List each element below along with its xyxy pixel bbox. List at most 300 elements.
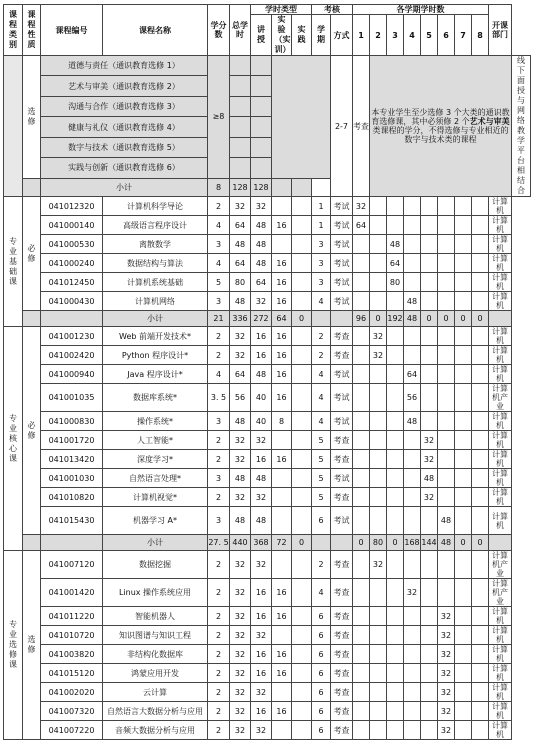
course-exam-method: 考查 [331,702,353,721]
semester-hours-2 [370,235,387,254]
semester-hours-8 [472,254,489,273]
course-name: Java 程序设计* [103,365,208,384]
semester-hours-6 [438,235,455,254]
semester-hours-2 [370,683,387,702]
semester-hours-4 [404,431,421,450]
semester-hours-6 [438,488,455,507]
course-credits: 4 [208,254,230,273]
semester-hours-8 [472,469,489,488]
header-hour-type: 学时类型 [251,5,312,15]
semester-hours-7 [455,365,472,384]
semester-hours-1 [353,273,370,292]
course-internship-hours [292,607,312,626]
semester-hours-8 [472,507,489,535]
course-total-hours: 32 [230,702,251,721]
course-practice-hours: 16 [272,292,292,311]
course-lecture-hours: 16 [251,645,272,664]
course-dept: 计算机 [489,273,512,292]
semester-hours-1 [353,384,370,412]
semester-hours-3: 64 [387,254,404,273]
semester-hours-2 [370,273,387,292]
general-course-2: 艺术与审美（通识教育选修 2） [41,76,208,96]
course-lecture-hours: 48 [251,507,272,535]
course-practice-hours: 16 [272,254,292,273]
table-row [4,197,531,216]
course-credits: 2 [208,197,230,216]
course-name: 鸿蒙应用开发 [103,664,208,683]
course-semester: 3 [312,254,331,273]
course-dept: 计算机产业 [489,551,512,579]
semester-hours-7 [455,327,472,346]
course-total-hours: 32 [230,346,251,365]
semester-hours-1 [353,664,370,683]
semester-hours-6: 32 [438,702,455,721]
table-row [4,683,531,702]
semester-hours-3 [387,365,404,384]
semester-hours-3 [387,607,404,626]
header-sem-7: 7 [455,15,472,56]
semester-hours-1 [353,645,370,664]
subtotal-sem-2: 0 [370,311,387,327]
course-semester: 2 [312,327,331,346]
course-total-hours: 64 [230,216,251,235]
course-code: 041013420 [41,450,103,469]
course-credits: 2 [208,664,230,683]
semester-hours-6 [438,365,455,384]
course-practice-hours [272,507,292,535]
course-practice-hours [272,235,292,254]
course-practice-hours: 16 [272,384,292,412]
course-semester: 6 [312,683,331,702]
course-code: 041002420 [41,346,103,365]
semester-hours-8 [472,607,489,626]
subtotal-practice: 64 [272,311,292,327]
course-practice-hours: 8 [272,412,292,431]
semester-hours-4 [404,551,421,579]
course-dept: 计算机产业 [489,579,512,607]
course-total-hours: 48 [230,469,251,488]
header-sem-5: 5 [421,15,438,56]
semester-hours-2 [370,645,387,664]
semester-hours-4 [404,254,421,273]
course-dept: 计算机 [489,431,512,450]
course-exam-method: 考试 [331,384,353,412]
subtotal-sem-5: 0 [421,311,438,327]
course-internship-hours [292,450,312,469]
subtotal-sem-7: 0 [455,535,472,551]
course-code: 041007120 [41,551,103,579]
course-total-hours: 32 [230,551,251,579]
semester-hours-6 [438,346,455,365]
course-code: 041001420 [41,579,103,607]
semester-hours-2 [370,384,387,412]
semester-hours-7 [455,412,472,431]
semester-hours-5 [421,551,438,579]
course-name: Python 程序设计* [103,346,208,365]
semester-hours-5 [421,683,438,702]
course-name: 计算机视觉* [103,488,208,507]
subtotal-sem-5: 144 [421,535,438,551]
semester-hours-7 [455,702,472,721]
course-lecture-hours: 48 [251,216,272,235]
course-name: 智能机器人 [103,607,208,626]
course-total-hours: 48 [230,507,251,535]
course-name: 知识图谱与知识工程 [103,626,208,645]
semester-hours-7 [455,683,472,702]
general-education-section [4,56,531,197]
course-credits: 3 [208,412,230,431]
semester-hours-1 [353,607,370,626]
header-code: 课程编号 [41,5,103,56]
course-credits: 2 [208,488,230,507]
curriculum-table-container [3,4,531,740]
course-lecture-hours: 48 [251,254,272,273]
table-row [4,664,531,683]
course-semester: 6 [312,626,331,645]
core-nature: 必修 [23,327,41,535]
course-lecture-hours: 40 [251,384,272,412]
course-internship-hours [292,626,312,645]
semester-hours-3 [387,216,404,235]
semester-hours-8 [472,450,489,469]
general-course-6: 实践与创新（通识教育选修 6） [41,158,208,178]
course-name: 操作系统* [103,412,208,431]
semester-hours-5 [421,664,438,683]
semester-hours-8 [472,683,489,702]
semester-hours-8 [472,216,489,235]
curriculum-table [3,4,531,740]
course-practice-hours: 16 [272,365,292,384]
semester-hours-5 [421,292,438,311]
course-exam-method: 考查 [331,551,353,579]
course-internship-hours [292,384,312,412]
course-dept: 计算机 [489,235,512,254]
semester-hours-2 [370,412,387,431]
course-exam-method: 考试 [331,292,353,311]
course-exam-method: 考查 [331,683,353,702]
semester-hours-5 [421,327,438,346]
header-internship: 实践 [292,15,312,56]
semester-hours-8 [472,292,489,311]
course-practice-hours [272,626,292,645]
course-exam-method: 考查 [331,488,353,507]
semester-hours-5 [421,273,438,292]
course-internship-hours [292,579,312,607]
header-sem-3: 3 [387,15,404,56]
semester-hours-7 [455,254,472,273]
semester-hours-6 [438,384,455,412]
semester-hours-3: 80 [387,273,404,292]
course-semester: 6 [312,721,331,740]
semester-hours-6 [438,327,455,346]
semester-hours-2 [370,450,387,469]
header-method: 方式 [331,15,353,56]
semester-hours-2 [370,254,387,273]
subtotal-sem-3: 0 [387,535,404,551]
course-dept: 计算机 [489,507,512,535]
course-dept: 计算机 [489,683,512,702]
basic-section [4,197,531,327]
course-dept: 计算机 [489,412,512,431]
table-row [4,384,531,412]
course-total-hours: 32 [230,607,251,626]
course-credits: 5 [208,273,230,292]
semester-hours-5: 48 [421,469,438,488]
course-lecture-hours: 16 [251,450,272,469]
course-lecture-hours: 32 [251,197,272,216]
semester-hours-6 [438,579,455,607]
core-subtotal-row [4,535,531,551]
semester-hours-4 [404,507,421,535]
semester-hours-8 [472,702,489,721]
semester-hours-3 [387,721,404,740]
table-row [4,431,531,450]
course-lecture-hours: 64 [251,273,272,292]
table-row [4,254,531,273]
core-category: 专业核心课 [4,327,23,551]
general-subtotal-label: 小计 [41,178,208,196]
course-name: 云计算 [103,683,208,702]
semester-hours-8 [472,273,489,292]
semester-hours-4 [404,197,421,216]
course-code: 041011220 [41,607,103,626]
course-dept: 计算机 [489,721,512,740]
course-code: 041007220 [41,721,103,740]
course-internship-hours [292,292,312,311]
semester-hours-3 [387,384,404,412]
table-row [4,579,531,607]
semester-hours-8 [472,431,489,450]
semester-hours-4 [404,273,421,292]
course-semester: 3 [312,273,331,292]
course-name: 非结构化数据库 [103,645,208,664]
course-lecture-hours: 48 [251,365,272,384]
course-code: 041001035 [41,384,103,412]
course-credits: 4 [208,365,230,384]
course-credits: 2 [208,450,230,469]
course-internship-hours [292,664,312,683]
header-sem-2: 2 [370,15,387,56]
subtotal-sem-6: 48 [438,535,455,551]
course-semester: 6 [312,702,331,721]
course-exam-method: 考试 [331,507,353,535]
elective-section [4,551,531,740]
course-name: Linux 操作系统应用 [103,579,208,607]
course-internship-hours [292,721,312,740]
table-row [4,645,531,664]
subtotal-sem-7: 0 [455,311,472,327]
semester-hours-2 [370,216,387,235]
course-dept: 计算机 [489,626,512,645]
general-note: 本专业学生至少选修 3 个大类的通识教育选修课，其中必须修 2 个艺术与审美类课程的学分，不得选修与专业相近的数字与技术类的课程 [370,56,512,197]
course-name: 计算机网络 [103,292,208,311]
course-semester: 1 [312,216,331,235]
header-nature: 课程性质 [23,5,41,56]
basic-subtotal-row [4,311,531,327]
course-internship-hours [292,645,312,664]
course-lecture-hours: 32 [251,721,272,740]
course-semester: 6 [312,507,331,535]
course-exam-method: 考查 [331,431,353,450]
course-total-hours: 32 [230,664,251,683]
course-total-hours: 56 [230,384,251,412]
course-semester: 4 [312,292,331,311]
header-practice: 实验（实训） [272,15,292,56]
semester-hours-5 [421,365,438,384]
table-row [4,626,531,645]
course-internship-hours [292,197,312,216]
course-code: 041000430 [41,292,103,311]
semester-hours-6 [438,197,455,216]
course-exam-method: 考查 [331,664,353,683]
course-credits: 2 [208,579,230,607]
header-sem-1: 1 [353,15,370,56]
course-total-hours: 32 [230,431,251,450]
semester-hours-7 [455,235,472,254]
course-dept: 计算机 [489,488,512,507]
semester-hours-4: 48 [404,412,421,431]
course-internship-hours [292,488,312,507]
semester-hours-1 [353,365,370,384]
course-exam-method: 考试 [331,365,353,384]
semester-hours-5 [421,197,438,216]
semester-hours-8 [472,579,489,607]
course-total-hours: 64 [230,254,251,273]
course-practice-hours [272,551,292,579]
semester-hours-4 [404,683,421,702]
course-code: 041015120 [41,664,103,683]
course-total-hours: 32 [230,579,251,607]
semester-hours-3 [387,450,404,469]
semester-hours-8 [472,412,489,431]
semester-hours-3 [387,551,404,579]
course-lecture-hours: 32 [251,551,272,579]
semester-hours-7 [455,721,472,740]
semester-hours-1 [353,292,370,311]
course-name: 人工智能* [103,431,208,450]
course-exam-method: 考查 [331,607,353,626]
course-total-hours: 64 [230,365,251,384]
course-lecture-hours: 16 [251,579,272,607]
semester-hours-6 [438,273,455,292]
course-code: 041012320 [41,197,103,216]
course-lecture-hours: 16 [251,607,272,626]
semester-hours-4: 48 [404,292,421,311]
course-practice-hours [272,683,292,702]
general-credits: ≥8 [208,56,230,179]
course-dept: 计算机 [489,327,512,346]
subtotal-credits: 27. 5 [208,535,230,551]
table-row [4,488,531,507]
semester-hours-8 [472,551,489,579]
semester-hours-3 [387,488,404,507]
course-credits: 2 [208,721,230,740]
subtotal-credits: 21 [208,311,230,327]
header-exam: 考核 [312,5,353,15]
general-semester: 2-7 [331,56,353,197]
semester-hours-4 [404,645,421,664]
table-row [4,469,531,488]
course-name: 自然语言大数据分析与应用 [103,702,208,721]
general-course-5: 数字与技术（通识教育选修 5） [41,137,208,157]
course-total-hours: 48 [230,412,251,431]
table-row [4,346,531,365]
course-code: 041000530 [41,235,103,254]
course-total-hours: 32 [230,683,251,702]
semester-hours-1 [353,431,370,450]
semester-hours-5 [421,626,438,645]
course-practice-hours [272,469,292,488]
semester-hours-5 [421,607,438,626]
table-row [4,235,531,254]
course-total-hours: 32 [230,721,251,740]
semester-hours-5 [421,235,438,254]
course-exam-method: 考试 [331,254,353,273]
semester-hours-7 [455,216,472,235]
course-credits: 3 [208,507,230,535]
course-name: 深度学习* [103,450,208,469]
course-internship-hours [292,469,312,488]
course-exam-method: 考试 [331,273,353,292]
subtotal-sem-8: 0 [472,535,489,551]
course-code: 041000140 [41,216,103,235]
semester-hours-1 [353,254,370,273]
semester-hours-1 [353,235,370,254]
general-course-4: 健康与礼仪（通识教育选修 4） [41,117,208,137]
semester-hours-4 [404,469,421,488]
semester-hours-3 [387,683,404,702]
course-total-hours: 32 [230,197,251,216]
course-total-hours: 32 [230,645,251,664]
semester-hours-6 [438,412,455,431]
course-code: 041015430 [41,507,103,535]
course-exam-method: 考试 [331,235,353,254]
table-row [4,216,531,235]
semester-hours-1 [353,469,370,488]
semester-hours-7 [455,431,472,450]
semester-hours-5: 32 [421,488,438,507]
course-name: 数据结构与算法 [103,254,208,273]
semester-hours-5 [421,507,438,535]
semester-hours-4 [404,346,421,365]
semester-hours-8 [472,488,489,507]
course-code: 041002020 [41,683,103,702]
subtotal-sem-1: 0 [353,535,370,551]
course-dept: 计算机 [489,664,512,683]
semester-hours-8 [472,365,489,384]
general-subtotal-total: 128 [230,178,251,196]
semester-hours-7 [455,384,472,412]
course-semester: 4 [312,579,331,607]
semester-hours-4 [404,450,421,469]
semester-hours-1 [353,683,370,702]
course-lecture-hours: 32 [251,488,272,507]
semester-hours-7 [455,197,472,216]
course-internship-hours [292,683,312,702]
course-name: Web 前端开发技术* [103,327,208,346]
semester-hours-7 [455,579,472,607]
semester-hours-2 [370,507,387,535]
course-semester: 5 [312,450,331,469]
semester-hours-4: 56 [404,384,421,412]
table-row [4,507,531,535]
header-total-hours: 总学时 [230,5,251,56]
semester-hours-3 [387,645,404,664]
semester-hours-5 [421,702,438,721]
elective-nature: 选修 [23,551,41,740]
semester-hours-2: 32 [370,327,387,346]
course-practice-hours: 16 [272,645,292,664]
